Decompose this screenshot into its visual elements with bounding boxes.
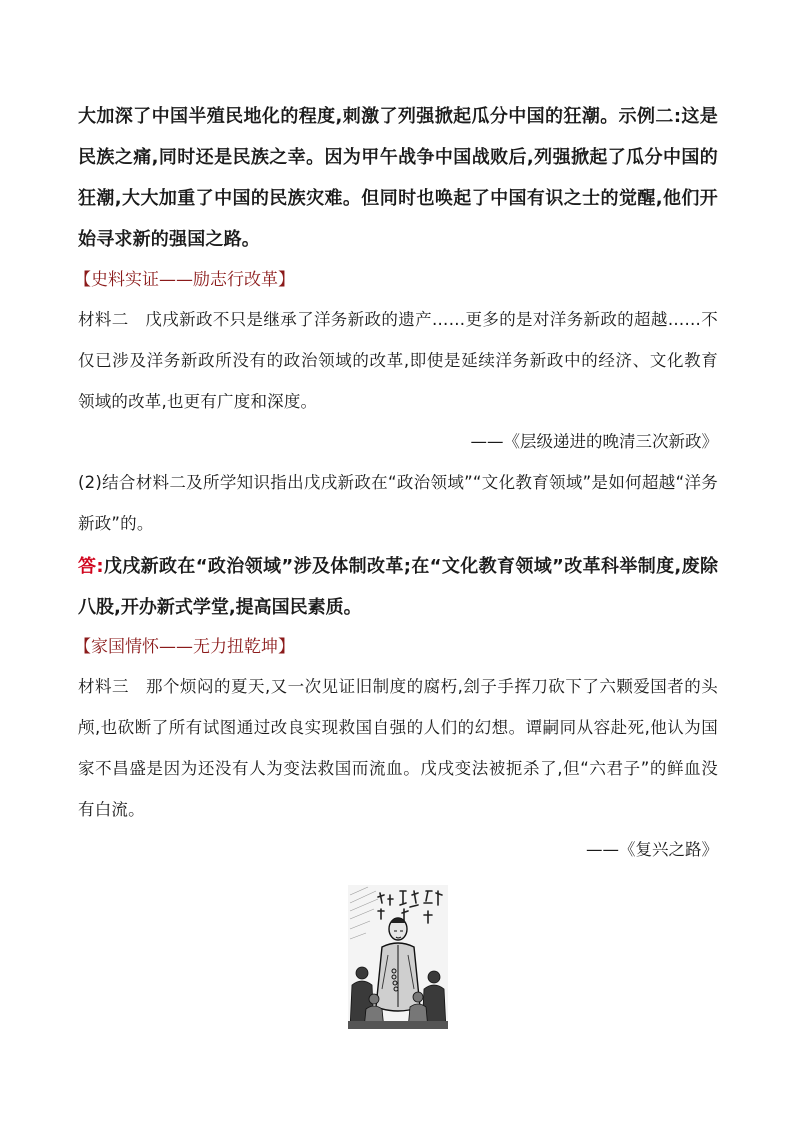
- intro-paragraph: 大加深了中国半殖民地化的程度,刺激了列强掀起瓜分中国的狂潮。示例二:这是民族之痛,同时还是民族之幸。因为甲午战争中国战败后,列强掀起了瓜分中国的狂潮,大大加重了中国的民族灾难。但同时也唤起了中国有识之士的觉醒,他们开始寻求新的强国之路。: [78, 106, 718, 250]
- material-three-source: ——《复兴之路》: [586, 840, 718, 859]
- section-heading-reform: 【史料实证——励志行改革】: [74, 270, 295, 290]
- answer-two: [78, 546, 718, 628]
- answer-text: 戊戌新政在“政治领域”涉及体制改革;在“文化教育领域”改革科举制度,废除八股,开办新式学堂,提高国民素质。: [78, 556, 718, 618]
- question-two: (2)结合材料二及所学知识指出戊戌新政在“政治领域”“文化教育领域”是如何超越“洋务新政”的。: [78, 473, 718, 533]
- material-two: 材料二 戊戌新政不只是继承了洋务新政的遗产……更多的是对洋务新政的超越……不仅已涉及洋务新政所没有的政治领域的改革,即使是延续洋务新政中的经济、文化教育领域的改革,也更有广度和深度。: [78, 310, 718, 411]
- tan-sitong-illustration: [348, 885, 448, 1029]
- material-three: 材料三 那个烦闷的夏天,又一次见证旧制度的腐朽,刽子手挥刀砍下了六颗爱国者的头颅,也砍断了所有试图通过改良实现救国自强的人们的幻想。谭嗣同从容赴死,他认为国家不昌盛是因为还没有人为变法救国而流血。戊戌变法被扼杀了,但“六君子”的鲜血没有白流。: [78, 677, 718, 819]
- document-page: [74, 96, 718, 870]
- section-heading-patriotism: 【家国情怀——无力扭乾坤】: [74, 637, 295, 657]
- material-two-source: ——《层级递进的晚清三次新政》: [470, 432, 718, 451]
- answer-label: 答:: [78, 556, 104, 577]
